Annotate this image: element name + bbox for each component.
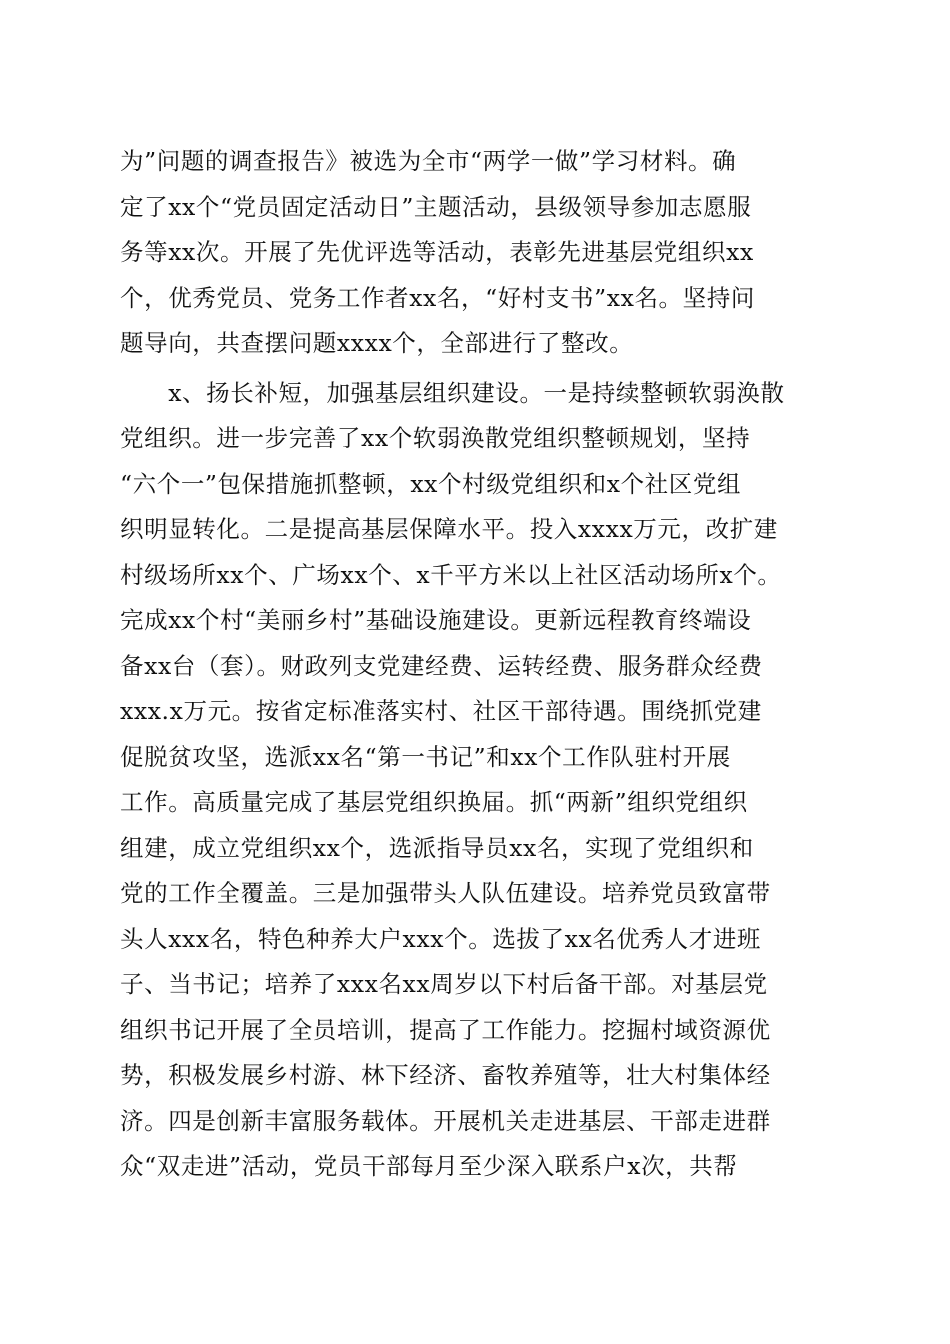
text-line: 众“双走进”活动，党员干部每月至少深入联系户x次，共帮 — [120, 1152, 738, 1180]
text-line: 织明显转化。二是提高基层保障水平。投入xxxx万元，改扩建 — [120, 515, 778, 543]
text-line: 完成xx个村“美丽乡村”基础设施建设。更新远程教育终端设 — [120, 606, 752, 634]
text-line: “六个一”包保措施抓整顿，xx个村级党组织和x个社区党组 — [120, 469, 742, 498]
text-line: 党组织。进一步完善了xx个软弱涣散党组织整顿规划，坚持 — [120, 424, 751, 452]
text-line: 组织书记开展了全员培训，提高了工作能力。挖掘村域资源优 — [120, 1015, 771, 1044]
body-text — [120, 139, 832, 1190]
text-line: xxx.x万元。按省定标准落实村、社区干部待遇。围绕抓党建 — [120, 697, 762, 725]
paragraph-start-line: x、扬长补短，加强基层组织建设。一是持续整顿软弱涣散 — [120, 378, 785, 407]
text-line: 定了xx个“党员固定活动日”主题活动，县级领导参加志愿服 — [120, 192, 752, 221]
text-line: 个，优秀党员、党务工作者xx名，“好村支书”xx名。坚持问 — [120, 283, 755, 312]
text-line: 促脱贫攻坚，选派xx名“第一书记”和xx个工作队驻村开展 — [120, 742, 731, 771]
text-line: 工作。高质量完成了基层党组织换届。抓“两新”组织党组织 — [120, 788, 748, 816]
text-line: 为”问题的调查报告》被选为全市“两学一做”学习材料。确 — [120, 147, 737, 175]
text-line: 子、当书记；培养了xxx名xx周岁以下村后备干部。对基层党 — [120, 970, 768, 998]
text-line: 势，积极发展乡村游、林下经济、畜牧养殖等，壮大村集体经 — [120, 1061, 771, 1089]
text-line: 备xx台（套）。财政列支党建经费、运转经费、服务群众经费 — [120, 651, 763, 680]
text-line: 题导向，共查摆问题xxxx个，全部进行了整改。 — [120, 329, 634, 357]
text-line: 组建，成立党组织xx个，选派指导员xx名，实现了党组织和 — [120, 833, 754, 862]
text-line: 头人xxx名，特色种养大户xxx个。选拔了xx名优秀人才进班 — [120, 924, 762, 953]
text-line: 村级场所xx个、广场xx个、x千平方米以上社区活动场所x个。 — [120, 560, 782, 589]
text-line: 党的工作全覆盖。三是加强带头人队伍建设。培养党员致富带 — [120, 879, 771, 907]
text-line: 务等xx次。开展了先优评选等活动，表彰先进基层党组织xx — [120, 238, 754, 266]
text-line: 济。四是创新丰富服务载体。开展机关走进基层、干部走进群 — [120, 1106, 771, 1135]
